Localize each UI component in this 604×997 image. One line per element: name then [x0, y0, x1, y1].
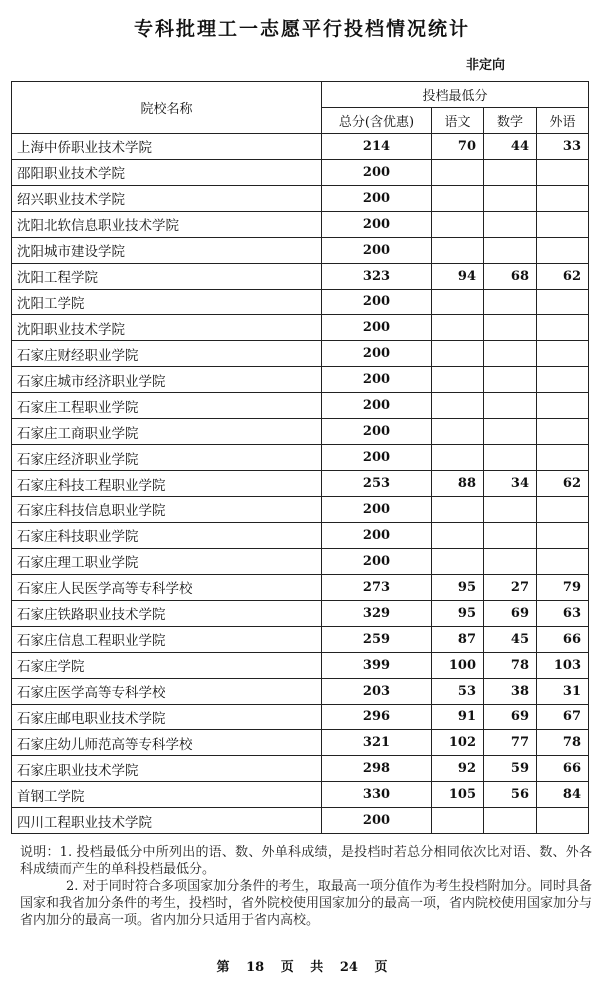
total-score-cell: 200: [322, 159, 432, 185]
chinese-score-cell: 105: [432, 782, 484, 808]
total-score-cell: 200: [322, 315, 432, 341]
math-score-cell: 68: [484, 263, 537, 289]
header-school-name: 院校名称: [12, 82, 322, 134]
english-score-cell: [537, 445, 589, 471]
english-score-cell: [537, 211, 589, 237]
total-score-cell: 200: [322, 185, 432, 211]
math-score-cell: [484, 211, 537, 237]
total-score-cell: 200: [322, 497, 432, 523]
school-name-cell: 石家庄医学高等专科学校: [12, 678, 322, 704]
math-score-cell: [484, 393, 537, 419]
total-score-cell: 200: [322, 341, 432, 367]
school-name-cell: 石家庄城市经济职业学院: [12, 367, 322, 393]
notes: [20, 844, 592, 929]
total-score-cell: 214: [322, 133, 432, 159]
subtitle: 非定向: [466, 58, 506, 73]
school-name-cell: 石家庄科技信息职业学院: [12, 497, 322, 523]
math-score-cell: 45: [484, 626, 537, 652]
math-score-cell: [484, 497, 537, 523]
math-score-cell: 38: [484, 678, 537, 704]
chinese-score-cell: 95: [432, 600, 484, 626]
chinese-score-cell: 87: [432, 626, 484, 652]
table-row: [12, 419, 589, 445]
english-score-cell: [537, 315, 589, 341]
footer-ye-2: 页: [374, 960, 388, 975]
table-row: [12, 211, 589, 237]
school-name-cell: 石家庄科技工程职业学院: [12, 471, 322, 497]
math-score-cell: 69: [484, 600, 537, 626]
school-name-cell: 沈阳工学院: [12, 289, 322, 315]
admission-table: [11, 81, 589, 834]
english-score-cell: [537, 367, 589, 393]
total-score-cell: 200: [322, 211, 432, 237]
footer-di: 第: [216, 960, 230, 975]
table-row: [12, 159, 589, 185]
header-math: 数学: [484, 107, 537, 133]
total-score-cell: 321: [322, 730, 432, 756]
total-score-cell: 323: [322, 263, 432, 289]
school-name-cell: 沈阳城市建设学院: [12, 237, 322, 263]
footer-page-number: 18: [246, 960, 265, 975]
school-name-cell: 首钢工学院: [12, 782, 322, 808]
total-score-cell: 200: [322, 808, 432, 834]
note-1: 说明：1. 投档最低分中所列出的语、数、外单科成绩，是投档时若总分相同依次比对语、数、外各科成绩而产生的单科投档最低分。: [20, 845, 592, 877]
chinese-score-cell: [432, 445, 484, 471]
math-score-cell: 77: [484, 730, 537, 756]
chinese-score-cell: [432, 237, 484, 263]
math-score-cell: 34: [484, 471, 537, 497]
total-score-cell: 200: [322, 393, 432, 419]
school-name-cell: 石家庄信息工程职业学院: [12, 626, 322, 652]
english-score-cell: [537, 159, 589, 185]
total-score-cell: 200: [322, 367, 432, 393]
page-footer: [0, 956, 604, 975]
footer-gong: 共: [310, 960, 324, 975]
school-name-cell: 上海中侨职业技术学院: [12, 133, 322, 159]
table-row: [12, 704, 589, 730]
chinese-score-cell: [432, 159, 484, 185]
english-score-cell: 33: [537, 133, 589, 159]
school-name-cell: 石家庄幼儿师范高等专科学校: [12, 730, 322, 756]
english-score-cell: [537, 393, 589, 419]
math-score-cell: [484, 419, 537, 445]
english-score-cell: [537, 289, 589, 315]
english-score-cell: 62: [537, 471, 589, 497]
school-name-cell: 四川工程职业技术学院: [12, 808, 322, 834]
table-row: [12, 133, 589, 159]
total-score-cell: 200: [322, 522, 432, 548]
total-score-cell: 200: [322, 548, 432, 574]
table-row: [12, 341, 589, 367]
school-name-cell: 石家庄科技职业学院: [12, 522, 322, 548]
table-row: [12, 522, 589, 548]
table-row: [12, 808, 589, 834]
math-score-cell: 69: [484, 704, 537, 730]
chinese-score-cell: 88: [432, 471, 484, 497]
school-name-cell: 石家庄工商职业学院: [12, 419, 322, 445]
school-name-cell: 石家庄经济职业学院: [12, 445, 322, 471]
header-english: 外语: [537, 107, 589, 133]
school-name-cell: 石家庄邮电职业技术学院: [12, 704, 322, 730]
chinese-score-cell: 94: [432, 263, 484, 289]
math-score-cell: [484, 548, 537, 574]
table-row: [12, 782, 589, 808]
english-score-cell: 62: [537, 263, 589, 289]
chinese-score-cell: [432, 548, 484, 574]
table-row: [12, 678, 589, 704]
table-row: [12, 393, 589, 419]
english-score-cell: 31: [537, 678, 589, 704]
english-score-cell: [537, 522, 589, 548]
chinese-score-cell: [432, 393, 484, 419]
english-score-cell: [537, 185, 589, 211]
english-score-cell: 103: [537, 652, 589, 678]
total-score-cell: 253: [322, 471, 432, 497]
math-score-cell: 44: [484, 133, 537, 159]
english-score-cell: [537, 341, 589, 367]
footer-ye: 页: [280, 960, 294, 975]
english-score-cell: [537, 548, 589, 574]
total-score-cell: 200: [322, 445, 432, 471]
chinese-score-cell: 70: [432, 133, 484, 159]
school-name-cell: 石家庄理工职业学院: [12, 548, 322, 574]
english-score-cell: [537, 497, 589, 523]
chinese-score-cell: 100: [432, 652, 484, 678]
total-score-cell: 200: [322, 419, 432, 445]
english-score-cell: 67: [537, 704, 589, 730]
math-score-cell: [484, 367, 537, 393]
table-row: [12, 756, 589, 782]
table-row: [12, 367, 589, 393]
chinese-score-cell: 95: [432, 574, 484, 600]
footer-total-pages: 24: [339, 960, 358, 975]
school-name-cell: 石家庄财经职业学院: [12, 341, 322, 367]
math-score-cell: [484, 289, 537, 315]
header-chinese: 语文: [432, 107, 484, 133]
english-score-cell: [537, 419, 589, 445]
chinese-score-cell: [432, 497, 484, 523]
table-row: [12, 185, 589, 211]
table-row: [12, 600, 589, 626]
english-score-cell: 78: [537, 730, 589, 756]
page-title: 专科批理工一志愿平行投档情况统计: [133, 18, 470, 40]
math-score-cell: [484, 445, 537, 471]
table-row: [12, 548, 589, 574]
school-name-cell: 沈阳北软信息职业技术学院: [12, 211, 322, 237]
total-score-cell: 203: [322, 678, 432, 704]
school-name-cell: 石家庄工程职业学院: [12, 393, 322, 419]
chinese-score-cell: 53: [432, 678, 484, 704]
school-name-cell: 绍兴职业技术学院: [12, 185, 322, 211]
total-score-cell: 200: [322, 237, 432, 263]
school-name-cell: 石家庄铁路职业技术学院: [12, 600, 322, 626]
school-name-cell: 沈阳职业技术学院: [12, 315, 322, 341]
table-row: [12, 497, 589, 523]
chinese-score-cell: [432, 367, 484, 393]
math-score-cell: 56: [484, 782, 537, 808]
school-name-cell: 石家庄学院: [12, 652, 322, 678]
note-2: 2. 对于同时符合多项国家加分条件的考生，取最高一项分值作为考生投档附加分。同时具备国家和我省加分条件的考生，投档时，省外院校使用国家加分的最高一项，省内院校使用国家加分与省内加分的最高一项。省内加分只适用于省内高校。: [20, 879, 593, 928]
total-score-cell: 399: [322, 652, 432, 678]
total-score-cell: 200: [322, 289, 432, 315]
chinese-score-cell: 91: [432, 704, 484, 730]
school-name-cell: 石家庄人民医学高等专科学校: [12, 574, 322, 600]
math-score-cell: 78: [484, 652, 537, 678]
total-score-cell: 298: [322, 756, 432, 782]
table-row: [12, 652, 589, 678]
chinese-score-cell: [432, 419, 484, 445]
math-score-cell: [484, 341, 537, 367]
table-row: [12, 445, 589, 471]
chinese-score-cell: [432, 211, 484, 237]
math-score-cell: [484, 808, 537, 834]
english-score-cell: 63: [537, 600, 589, 626]
school-name-cell: 沈阳工程学院: [12, 263, 322, 289]
chinese-score-cell: [432, 185, 484, 211]
table-row: [12, 730, 589, 756]
total-score-cell: 259: [322, 626, 432, 652]
english-score-cell: 66: [537, 626, 589, 652]
table-row: [12, 574, 589, 600]
total-score-cell: 296: [322, 704, 432, 730]
math-score-cell: [484, 237, 537, 263]
english-score-cell: 66: [537, 756, 589, 782]
math-score-cell: [484, 185, 537, 211]
math-score-cell: [484, 159, 537, 185]
header-total: 总分(含优惠): [322, 107, 432, 133]
math-score-cell: 59: [484, 756, 537, 782]
table-body: [12, 133, 589, 833]
table-row: [12, 626, 589, 652]
chinese-score-cell: [432, 522, 484, 548]
total-score-cell: 273: [322, 574, 432, 600]
math-score-cell: 27: [484, 574, 537, 600]
total-score-cell: 330: [322, 782, 432, 808]
english-score-cell: 84: [537, 782, 589, 808]
total-score-cell: 329: [322, 600, 432, 626]
english-score-cell: [537, 808, 589, 834]
chinese-score-cell: [432, 808, 484, 834]
chinese-score-cell: 102: [432, 730, 484, 756]
school-name-cell: 石家庄职业技术学院: [12, 756, 322, 782]
chinese-score-cell: 92: [432, 756, 484, 782]
chinese-score-cell: [432, 315, 484, 341]
header-min-score: 投档最低分: [322, 82, 589, 108]
english-score-cell: [537, 237, 589, 263]
table-row: [12, 315, 589, 341]
chinese-score-cell: [432, 289, 484, 315]
math-score-cell: [484, 522, 537, 548]
table-row: [12, 471, 589, 497]
school-name-cell: 邵阳职业技术学院: [12, 159, 322, 185]
chinese-score-cell: [432, 341, 484, 367]
table-row: [12, 289, 589, 315]
table-row: [12, 237, 589, 263]
english-score-cell: 79: [537, 574, 589, 600]
math-score-cell: [484, 315, 537, 341]
table-row: [12, 263, 589, 289]
